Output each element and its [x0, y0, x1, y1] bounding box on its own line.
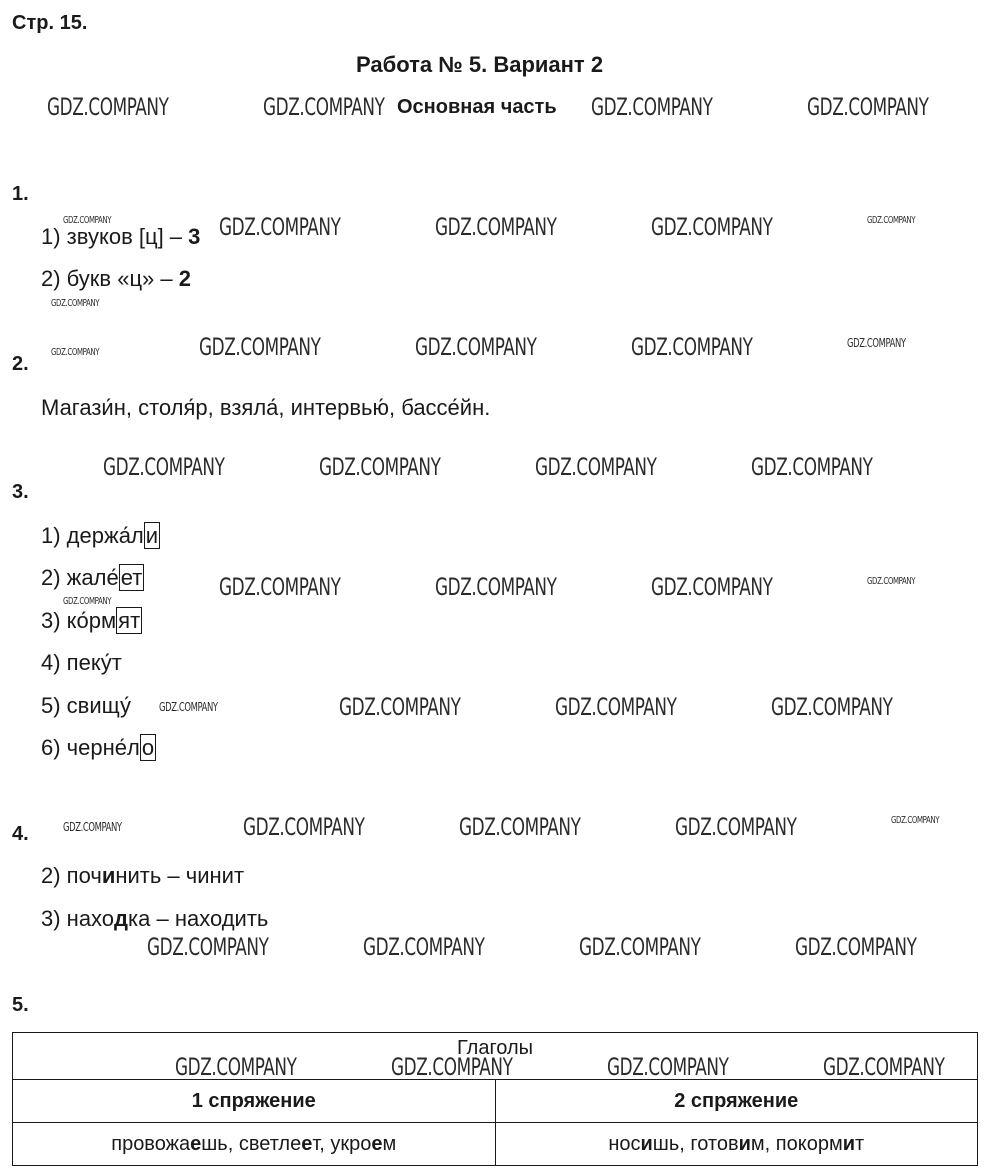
task-4-number: 4. — [12, 823, 29, 845]
watermark: GDZ.COMPANY — [771, 693, 893, 721]
watermark: GDZ.COMPANY — [651, 573, 773, 601]
watermark: GDZ.COMPANY — [675, 813, 797, 841]
watermark: GDZ.COMPANY — [51, 298, 100, 309]
task-3-item: 4) пеку́т — [41, 650, 122, 675]
task-4-line-2: 2) починить – чинит — [41, 863, 245, 888]
watermark: GDZ.COMPANY — [579, 933, 701, 961]
watermark: GDZ.COMPANY — [415, 333, 537, 361]
task-3-item: 1) держа́ли — [41, 523, 159, 548]
watermark: GDZ.COMPANY — [555, 693, 677, 721]
watermark: GDZ.COMPANY — [535, 453, 657, 481]
task-3-number: 3. — [12, 481, 29, 503]
watermark: GDZ.COMPANY — [751, 453, 873, 481]
watermark: GDZ.COMPANY — [459, 813, 581, 841]
task-1-line-1: 1) звуков [ц] – 3 — [41, 224, 201, 249]
watermark: GDZ.COMPANY — [175, 1053, 297, 1081]
page-number: Стр. 15. — [12, 12, 88, 34]
watermark: GDZ.COMPANY — [631, 333, 753, 361]
col-2-words: носишь, готовим, покормит — [495, 1123, 978, 1166]
watermark: GDZ.COMPANY — [63, 820, 122, 834]
watermark: GDZ.COMPANY — [219, 213, 341, 241]
watermark: GDZ.COMPANY — [591, 93, 713, 121]
col-1-words: провожаешь, светлеет, укроем — [13, 1123, 496, 1166]
watermark: GDZ.COMPANY — [243, 813, 365, 841]
watermark: GDZ.COMPANY — [51, 347, 100, 358]
task-5-number: 5. — [12, 994, 29, 1016]
watermark: GDZ.COMPANY — [867, 576, 916, 587]
task-2-number: 2. — [12, 353, 29, 375]
watermark: GDZ.COMPANY — [823, 1053, 945, 1081]
watermark: GDZ.COMPANY — [391, 1053, 513, 1081]
section-subtitle: Основная часть — [397, 96, 557, 118]
watermark: GDZ.COMPANY — [651, 213, 773, 241]
page-title: Работа № 5. Вариант 2 — [356, 52, 604, 77]
task-3-item: 6) черне́ло — [41, 735, 155, 760]
task-4-line-3: 3) находка – находить — [41, 906, 269, 931]
watermark: GDZ.COMPANY — [63, 596, 112, 607]
watermark: GDZ.COMPANY — [435, 573, 557, 601]
watermark: GDZ.COMPANY — [891, 815, 940, 826]
task-1-line-2: 2) букв «ц» – 2 — [41, 266, 191, 291]
col-2-header: 2 спряжение — [495, 1080, 978, 1123]
watermark: GDZ.COMPANY — [159, 700, 218, 714]
watermark: GDZ.COMPANY — [435, 213, 557, 241]
watermark: GDZ.COMPANY — [795, 933, 917, 961]
watermark: GDZ.COMPANY — [363, 933, 485, 961]
watermark: GDZ.COMPANY — [147, 933, 269, 961]
watermark: GDZ.COMPANY — [319, 453, 441, 481]
watermark: GDZ.COMPANY — [867, 215, 916, 226]
task-3-item: 2) жале́ет — [41, 565, 143, 590]
task-3-item: 5) свищу́ — [41, 693, 131, 718]
watermark: GDZ.COMPANY — [63, 215, 112, 226]
watermark: GDZ.COMPANY — [339, 693, 461, 721]
watermark: GDZ.COMPANY — [847, 336, 906, 350]
watermark: GDZ.COMPANY — [807, 93, 929, 121]
watermark: GDZ.COMPANY — [103, 453, 225, 481]
task-3-item: 3) ко́рмят — [41, 608, 141, 633]
watermark: GDZ.COMPANY — [263, 93, 385, 121]
watermark: GDZ.COMPANY — [199, 333, 321, 361]
watermark: GDZ.COMPANY — [607, 1053, 729, 1081]
col-1-header: 1 спряжение — [13, 1080, 496, 1123]
task-1-number: 1. — [12, 183, 29, 205]
task-2-words: Магази́н, столя́р, взяла́, интервью́, бассе́йн. — [41, 395, 491, 420]
table-title: Глаголы — [13, 1033, 978, 1080]
watermark: GDZ.COMPANY — [219, 573, 341, 601]
watermark: GDZ.COMPANY — [47, 93, 169, 121]
